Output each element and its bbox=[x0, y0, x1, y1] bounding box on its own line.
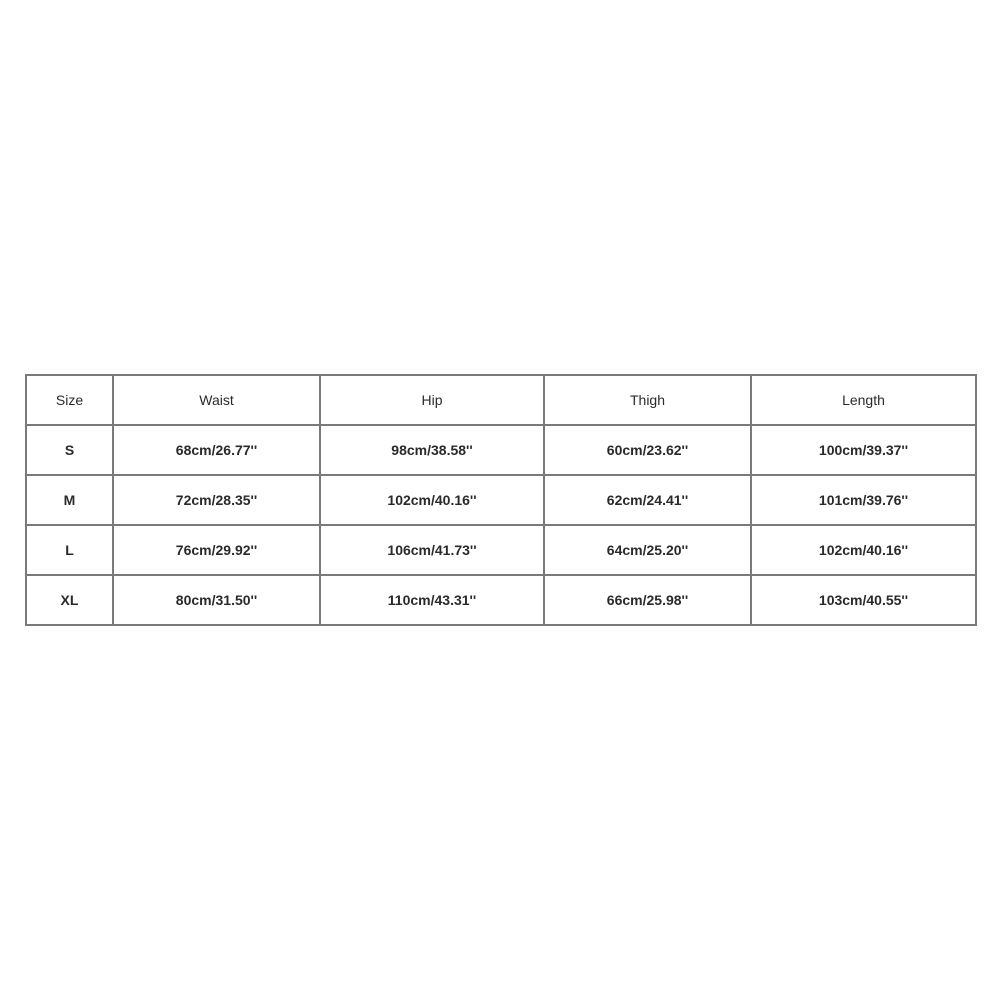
cell-length: 101cm/39.76'' bbox=[751, 475, 976, 525]
cell-length: 103cm/40.55'' bbox=[751, 575, 976, 625]
header-size: Size bbox=[26, 375, 113, 425]
header-row bbox=[26, 375, 976, 425]
header-hip: Hip bbox=[320, 375, 544, 425]
cell-thigh: 66cm/25.98'' bbox=[544, 575, 751, 625]
cell-hip: 106cm/41.73'' bbox=[320, 525, 544, 575]
cell-thigh: 60cm/23.62'' bbox=[544, 425, 751, 475]
cell-hip: 102cm/40.16'' bbox=[320, 475, 544, 525]
cell-hip: 110cm/43.31'' bbox=[320, 575, 544, 625]
cell-thigh: 62cm/24.41'' bbox=[544, 475, 751, 525]
cell-hip: 98cm/38.58'' bbox=[320, 425, 544, 475]
cell-waist: 76cm/29.92'' bbox=[113, 525, 320, 575]
header-length: Length bbox=[751, 375, 976, 425]
header-thigh: Thigh bbox=[544, 375, 751, 425]
cell-size: XL bbox=[26, 575, 113, 625]
cell-size: L bbox=[26, 525, 113, 575]
size-chart-table bbox=[25, 374, 977, 626]
cell-size: M bbox=[26, 475, 113, 525]
cell-thigh: 64cm/25.20'' bbox=[544, 525, 751, 575]
table-row bbox=[26, 525, 976, 575]
header-waist: Waist bbox=[113, 375, 320, 425]
table-header bbox=[26, 375, 976, 425]
cell-waist: 80cm/31.50'' bbox=[113, 575, 320, 625]
cell-size: S bbox=[26, 425, 113, 475]
cell-length: 100cm/39.37'' bbox=[751, 425, 976, 475]
cell-waist: 68cm/26.77'' bbox=[113, 425, 320, 475]
table-row bbox=[26, 475, 976, 525]
table-body bbox=[26, 425, 976, 625]
cell-length: 102cm/40.16'' bbox=[751, 525, 976, 575]
table-row bbox=[26, 575, 976, 625]
cell-waist: 72cm/28.35'' bbox=[113, 475, 320, 525]
table-row bbox=[26, 425, 976, 475]
